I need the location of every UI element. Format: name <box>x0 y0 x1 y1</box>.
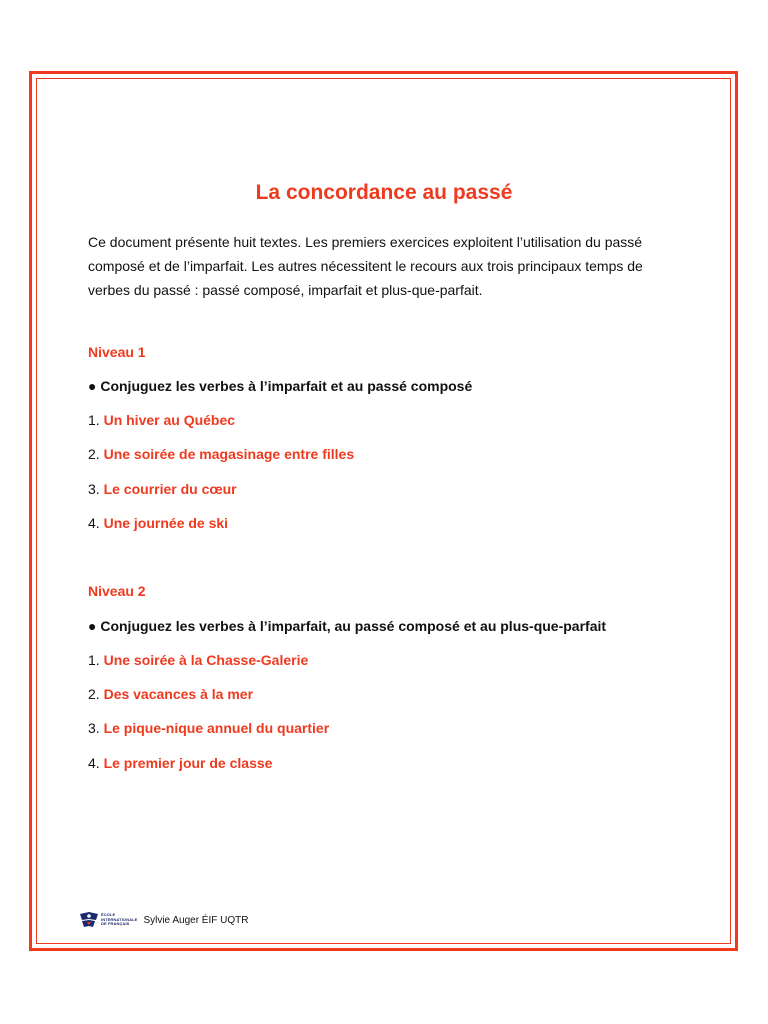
level-1-instruction: ● Conjuguez les verbes à l’imparfait et au passé composé <box>88 378 473 394</box>
exercise-link[interactable]: Une soirée de magasinage entre filles <box>103 446 355 462</box>
item-number: 3. <box>88 720 100 736</box>
item-number: 4. <box>88 515 100 531</box>
intro-paragraph: Ce document présente huit textes. Les premiers exercices exploitent l’utilisation du passé composé et de l’imparfait. Les autres nécessitent le recours aux trois principaux temps de verbes du passé : passé composé, imparfait et plus-que-parfait. <box>88 234 643 298</box>
item-number: 3. <box>88 481 100 497</box>
level-2-instruction: ● Conjuguez les verbes à l’imparfait, au passé composé et au plus-que-parfait <box>88 618 607 634</box>
level-1-item-2 <box>88 446 354 462</box>
footer <box>79 909 248 931</box>
level-2-item-1 <box>88 652 308 668</box>
exercise-link[interactable]: Une soirée à la Chasse-Galerie <box>103 652 309 668</box>
exercise-link[interactable]: Une journée de ski <box>103 515 229 531</box>
footer-author: Sylvie Auger ÉIF UQTR <box>143 914 249 926</box>
level-2-item-4 <box>88 755 272 771</box>
level-1-item-4 <box>88 515 228 531</box>
level-1-item-1 <box>88 412 235 428</box>
item-number: 1. <box>88 412 100 428</box>
item-number: 2. <box>88 686 100 702</box>
level-1-item-3 <box>88 481 237 497</box>
item-number: 2. <box>88 446 100 462</box>
item-number: 1. <box>88 652 100 668</box>
exercise-link[interactable]: Le pique-nique annuel du quartier <box>103 720 330 736</box>
level-2-item-3 <box>88 720 329 736</box>
school-logo <box>79 911 137 929</box>
level-2-item-2 <box>88 686 253 702</box>
exercise-link[interactable]: Le courrier du cœur <box>103 481 237 497</box>
document-title: La concordance au passé <box>255 181 513 204</box>
exercise-link[interactable]: Le premier jour de classe <box>103 755 273 771</box>
level-2-heading: Niveau 2 <box>88 583 146 599</box>
eif-logo-icon <box>79 911 99 929</box>
logo-wordmark: ÉCOLE INTERNATIONALE DE FRANÇAIS <box>101 912 138 927</box>
level-1-heading: Niveau 1 <box>88 344 146 360</box>
exercise-link[interactable]: Un hiver au Québec <box>103 412 236 428</box>
item-number: 4. <box>88 755 100 771</box>
page-border-inner <box>36 78 731 944</box>
exercise-link[interactable]: Des vacances à la mer <box>103 686 254 702</box>
